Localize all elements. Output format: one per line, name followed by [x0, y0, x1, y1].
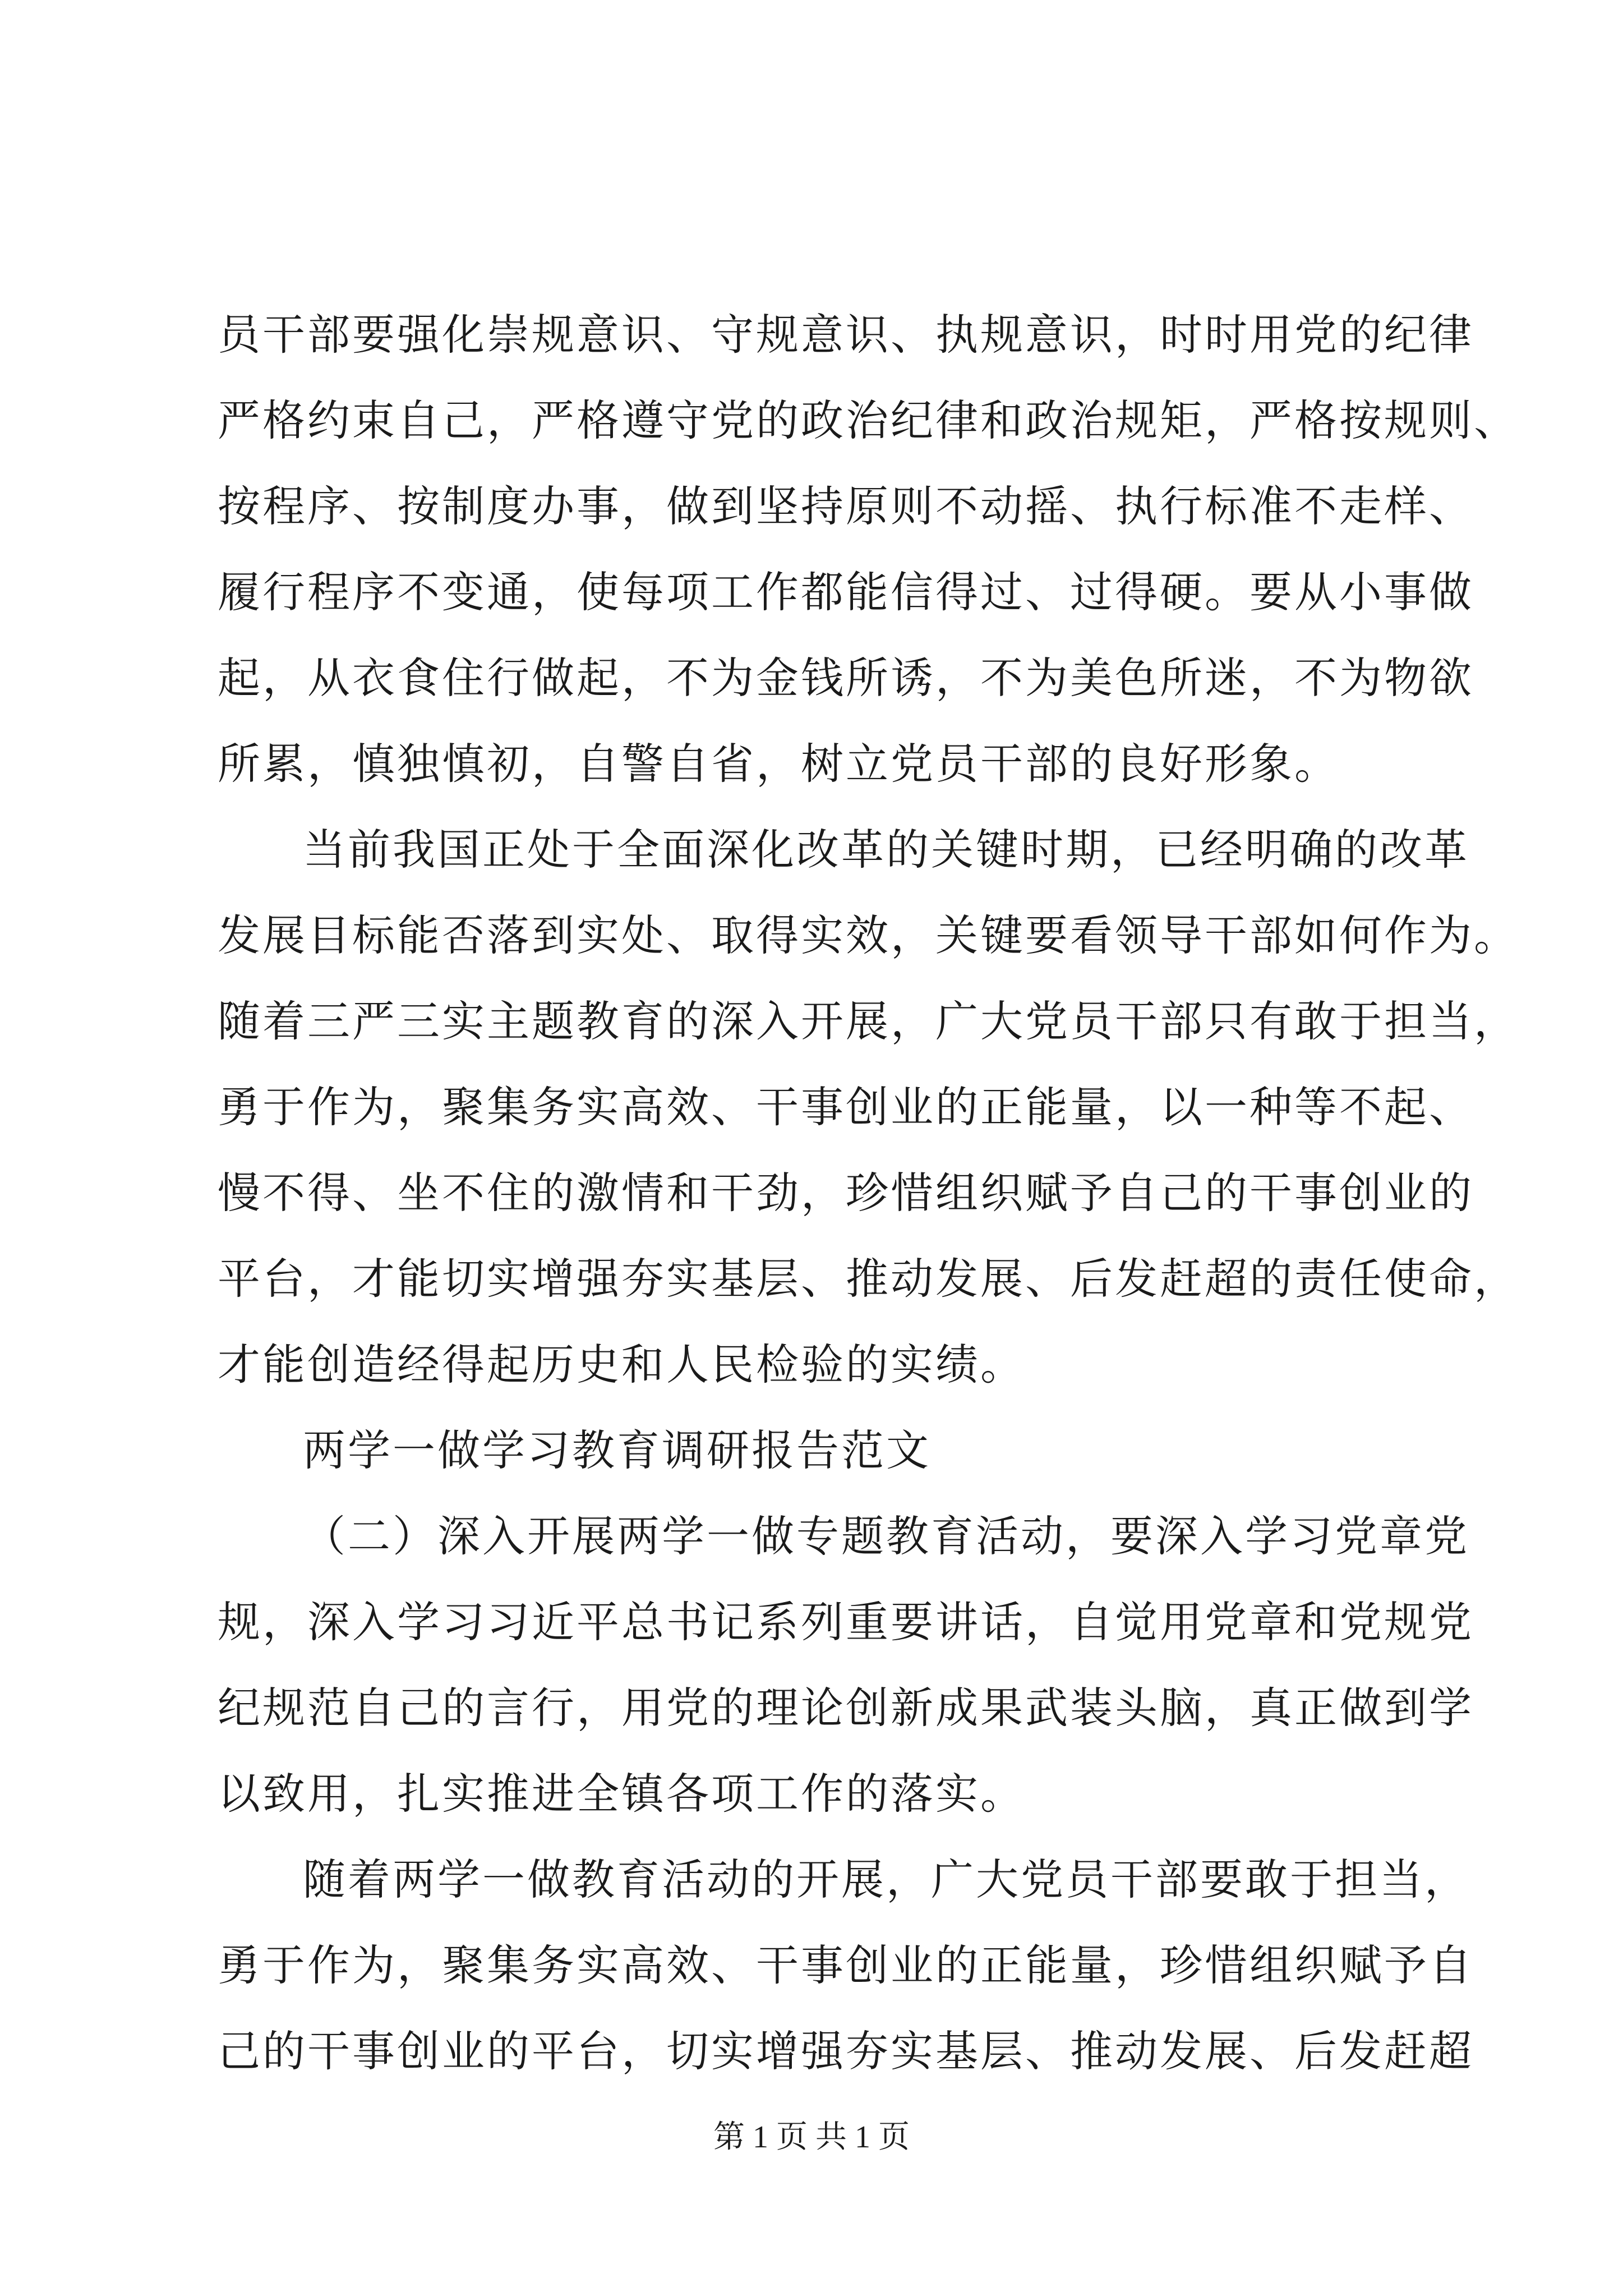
paragraph-line: 以致用，扎实推进全镇各项工作的落实。	[218, 1769, 1025, 1819]
paragraph-line: 规，深入学习习近平总书记系列重要讲话，自觉用党章和党规党	[218, 1597, 1474, 1647]
paragraph-line: 员干部要强化崇规意识、守规意识、执规意识，时时用党的纪律	[218, 310, 1474, 360]
paragraph-line: 勇于作为，聚集务实高效、干事创业的正能量，以一种等不起、	[218, 1082, 1474, 1132]
paragraph-line: 平台，才能切实增强夯实基层、推动发展、后发赶超的责任使命，	[218, 1254, 1519, 1304]
paragraph-line: 勇于作为，聚集务实高效、干事创业的正能量，珍惜组织赋予自	[218, 1940, 1474, 1990]
paragraph-line: 发展目标能否落到实处、取得实效，关键要看领导干部如何作为。	[218, 910, 1519, 960]
section-heading	[218, 1407, 1423, 1493]
page-number-label: 第 1 页 共 1 页	[713, 2120, 910, 2155]
paragraph-line: 所累，慎独慎初，自警自省，树立党员干部的良好形象。	[218, 739, 1339, 789]
paragraph-2	[218, 807, 1519, 1407]
paragraph-line: 随着三严三实主题教育的深入开展，广大党员干部只有敢于担当，	[218, 996, 1519, 1046]
paragraph-line: 履行程序不变通，使每项工作都能信得过、过得硬。要从小事做	[218, 567, 1474, 617]
paragraph-line: 己的干事创业的平台，切实增强夯实基层、推动发展、后发赶超	[218, 2026, 1474, 2076]
paragraph-line: 当前我国正处于全面深化改革的关键时期，已经明确的改革	[303, 825, 1469, 875]
document-body	[218, 292, 1519, 2094]
heading-line: 两学一做学习教育调研报告范文	[303, 1425, 931, 1475]
paragraph-line: 纪规范自己的言行，用党的理论创新成果武装头脑，真正做到学	[218, 1683, 1474, 1733]
paragraph-line: 起，从衣食住行做起，不为金钱所诱，不为美色所迷，不为物欲	[218, 653, 1474, 703]
paragraph-4	[218, 1837, 1474, 2094]
paragraph-line: 严格约束自己，严格遵守党的政治纪律和政治规矩，严格按规则、	[218, 395, 1519, 445]
page-footer	[0, 2112, 1623, 2157]
paragraph-line: 按程序、按制度办事，做到坚持原则不动摇、执行标准不走样、	[218, 481, 1474, 531]
paragraph-line: （二）深入开展两学一做专题教育活动，要深入学习党章党	[303, 1511, 1469, 1561]
paragraph-line: 慢不得、坐不住的激情和干劲，珍惜组织赋予自己的干事创业的	[218, 1168, 1474, 1218]
paragraph-1	[218, 292, 1519, 807]
paragraph-3	[218, 1493, 1474, 1837]
paragraph-line: 才能创造经得起历史和人民检验的实绩。	[218, 1340, 1025, 1389]
paragraph-line: 随着两学一做教育活动的开展，广大党员干部要敢于担当，	[303, 1855, 1469, 1904]
